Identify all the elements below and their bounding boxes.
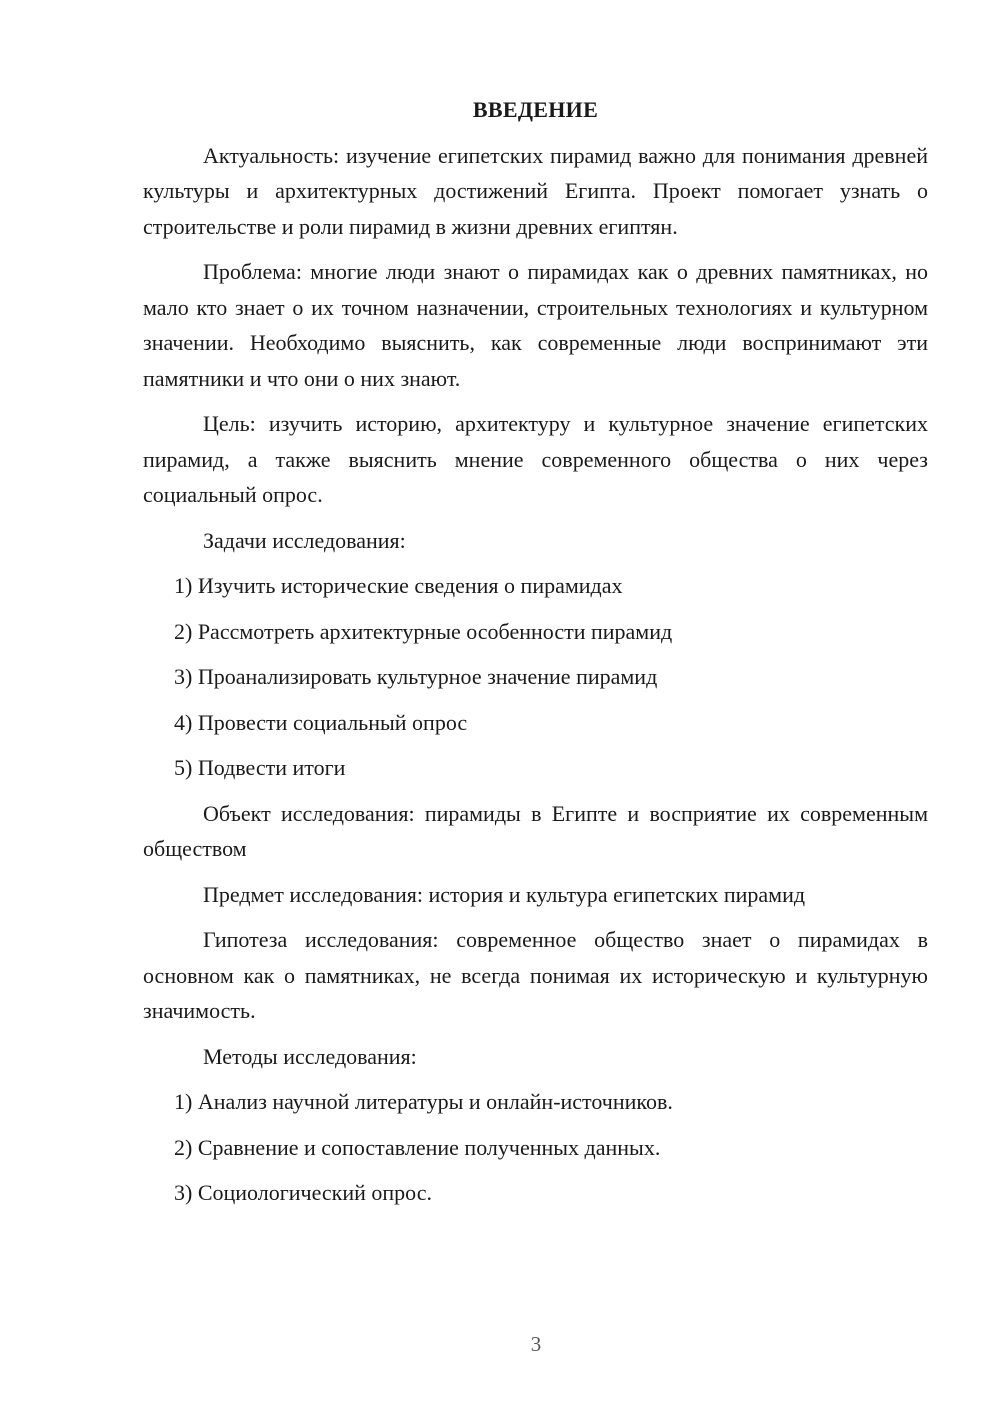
subject-paragraph: Предмет исследования: история и культура египетских пирамид — [203, 881, 806, 907]
tasks-heading: Задачи исследования: — [203, 527, 406, 553]
methods-heading: Методы исследования: — [203, 1043, 417, 1069]
list-item: 5) Подвести итоги — [174, 755, 346, 780]
list-item: 1) Анализ научной литературы и онлайн-источников. — [174, 1089, 673, 1114]
list-item: 3) Проанализировать культурное значение пирамид — [174, 664, 658, 689]
object-paragraph: Объект исследования: пирамиды в Египте и восприятие их современным обществом — [143, 800, 928, 861]
problem-paragraph: Проблема: многие люди знают о пирамидах как о древних памятниках, но мало кто знает о их точном назначении, строительных технологиях и культурном значении. Необходимо выяснить, как современные люди воспринимают эти памятники и что они о них знают. — [143, 259, 928, 391]
list-item: 4) Провести социальный опрос — [174, 709, 468, 735]
methods-list — [143, 1084, 928, 1211]
list-item: 2) Сравнение и сопоставление полученных данных. — [174, 1134, 661, 1160]
list-item: 3) Социологический опрос. — [174, 1180, 432, 1205]
page-title: ВВЕДЕНИЕ — [472, 97, 599, 122]
goal-paragraph: Цель: изучить историю, архитектуру и культурное значение египетских пирамид, а также выяснить мнение современного общества о них через социальный опрос. — [143, 411, 928, 507]
hypothesis-paragraph: Гипотеза исследования: современное общество знает о пирамидах в основном как о памятниках, не всегда понимая их историческую и культурную значимость. — [143, 927, 928, 1023]
list-item: 1) Изучить исторические сведения о пирамидах — [174, 573, 623, 598]
list-item: 2) Рассмотреть архитектурные особенности пирамид — [174, 618, 673, 644]
relevance-paragraph: Актуальность: изучение египетских пирамид важно для понимания древней культуры и архитектурных достижений Египта. Проект помогает узнать о строительстве и роли пирамид в жизни древних египтян. — [143, 142, 928, 239]
tasks-list — [143, 568, 928, 786]
document-page — [143, 92, 928, 1221]
page-number: 3 — [530, 1332, 542, 1356]
